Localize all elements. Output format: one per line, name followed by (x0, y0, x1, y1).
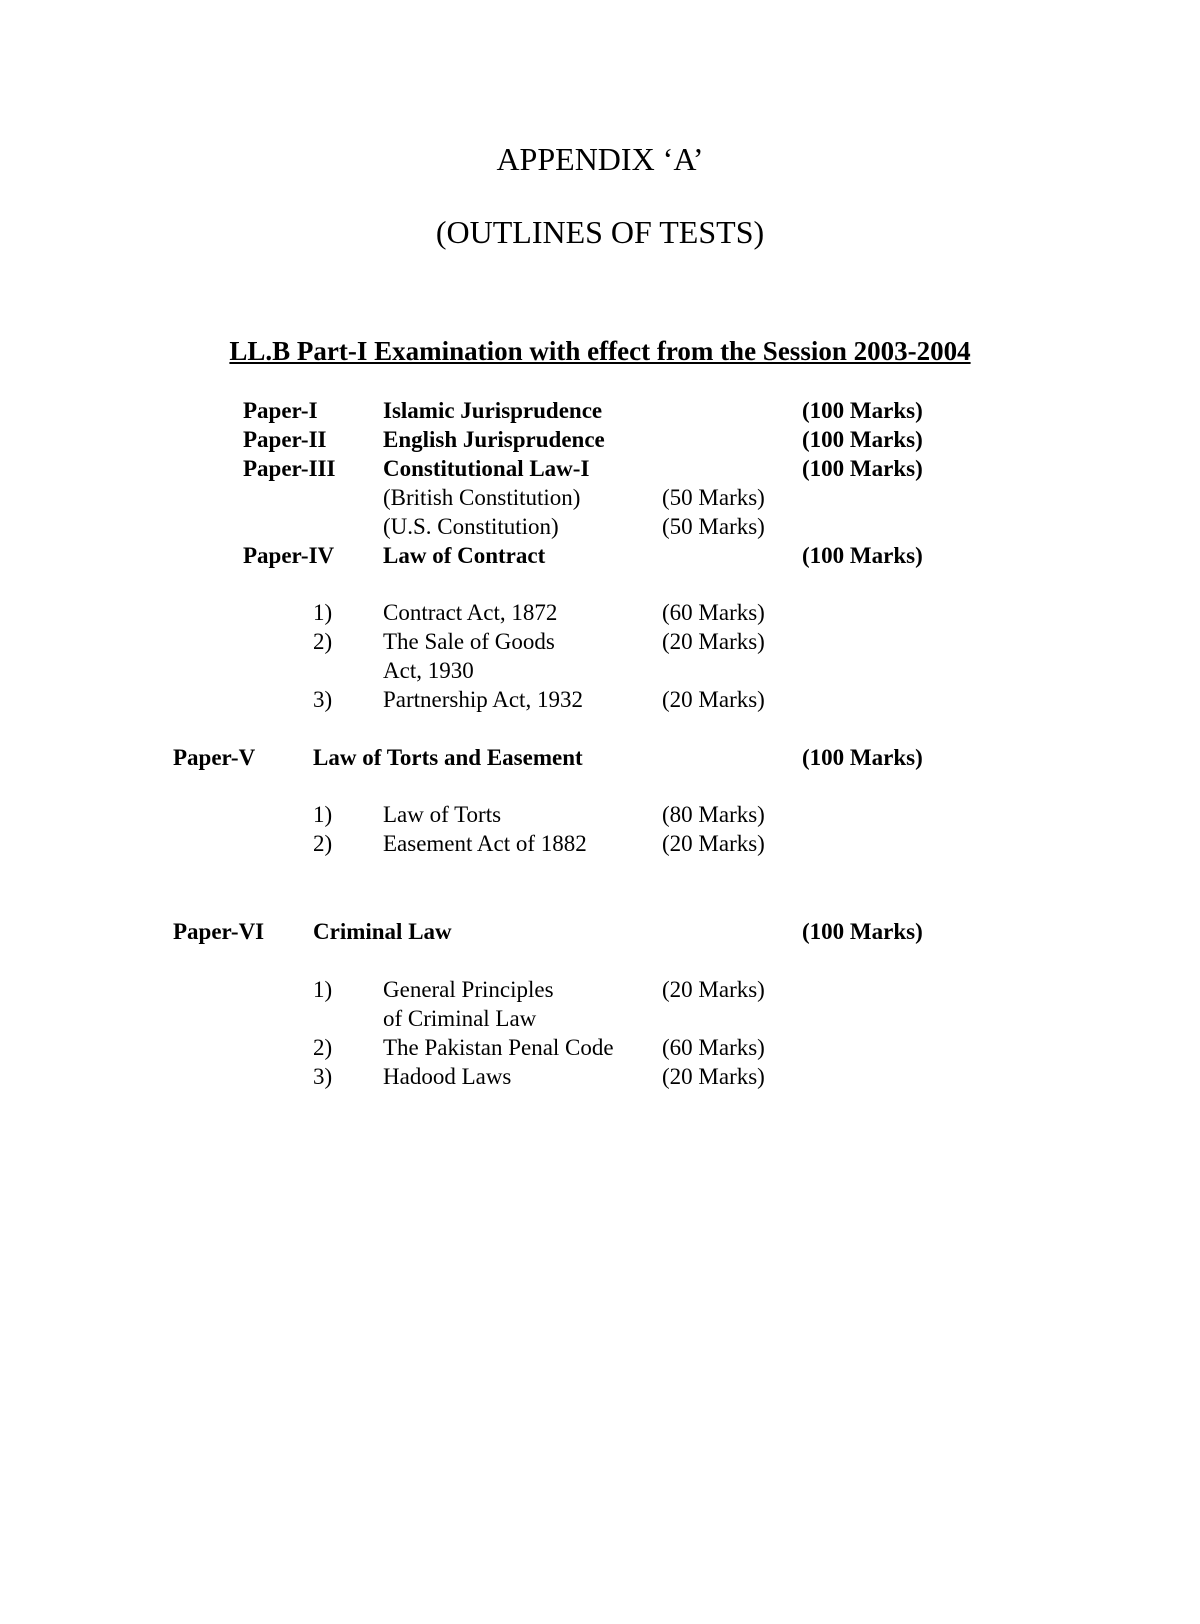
paper-subject: Constitutional Law-I (383, 456, 590, 481)
item-text: Contract Act, 1872 (383, 600, 558, 625)
item-marks: (20 Marks) (662, 687, 765, 712)
paper-part-marks: (50 Marks) (662, 485, 765, 510)
item-marks: (20 Marks) (662, 629, 765, 654)
paper-marks: (100 Marks) (802, 398, 923, 423)
paper-label: Paper-IV (243, 543, 335, 568)
item-text-continued: of Criminal Law (383, 1006, 537, 1031)
item-marks: (20 Marks) (662, 831, 765, 856)
paper-part-marks: (50 Marks) (662, 514, 765, 539)
paper-marks: (100 Marks) (802, 543, 923, 568)
item-text: The Pakistan Penal Code (383, 1035, 614, 1060)
item-text: Partnership Act, 1932 (383, 687, 583, 712)
paper-subject: Criminal Law (313, 919, 452, 944)
appendix-title: APPENDIX ‘A’ (496, 141, 704, 177)
item-text: Law of Torts (383, 802, 502, 827)
item-number: 2) (313, 1035, 333, 1060)
paper-subject: Islamic Jurisprudence (383, 398, 603, 423)
paper-subject: Law of Contract (383, 543, 546, 568)
item-marks: (20 Marks) (662, 977, 765, 1002)
paper-subject: English Jurisprudence (383, 427, 605, 452)
item-marks: (20 Marks) (662, 1064, 765, 1089)
item-marks: (60 Marks) (662, 600, 765, 625)
item-number: 2) (313, 831, 333, 856)
item-marks: (60 Marks) (662, 1035, 765, 1060)
paper-marks: (100 Marks) (802, 745, 923, 770)
paper-part-text: (U.S. Constitution) (383, 514, 559, 539)
paper-part-text: (British Constitution) (383, 485, 581, 510)
item-text-continued: Act, 1930 (383, 658, 474, 683)
paper-label: Paper-I (243, 398, 318, 423)
item-text: Easement Act of 1882 (383, 831, 587, 856)
item-text: General Principles (383, 977, 554, 1002)
paper-subject: Law of Torts and Easement (313, 745, 583, 770)
item-number: 2) (313, 629, 333, 654)
item-number: 1) (313, 977, 333, 1002)
item-number: 1) (313, 600, 333, 625)
paper-marks: (100 Marks) (802, 427, 923, 452)
exam-heading: LL.B Part-I Examination with effect from the Session 2003-2004 (229, 336, 971, 366)
paper-label: Paper-III (243, 456, 336, 481)
paper-marks: (100 Marks) (802, 919, 923, 944)
item-text: The Sale of Goods (383, 629, 555, 654)
paper-label: Paper-V (173, 745, 256, 770)
paper-marks: (100 Marks) (802, 456, 923, 481)
paper-label: Paper-II (243, 427, 327, 452)
item-number: 3) (313, 1064, 333, 1089)
item-text: Hadood Laws (383, 1064, 512, 1089)
paper-label: Paper-VI (173, 919, 265, 944)
item-number: 3) (313, 687, 333, 712)
item-marks: (80 Marks) (662, 802, 765, 827)
outlines-title: (OUTLINES OF TESTS) (435, 214, 765, 250)
item-number: 1) (313, 802, 333, 827)
